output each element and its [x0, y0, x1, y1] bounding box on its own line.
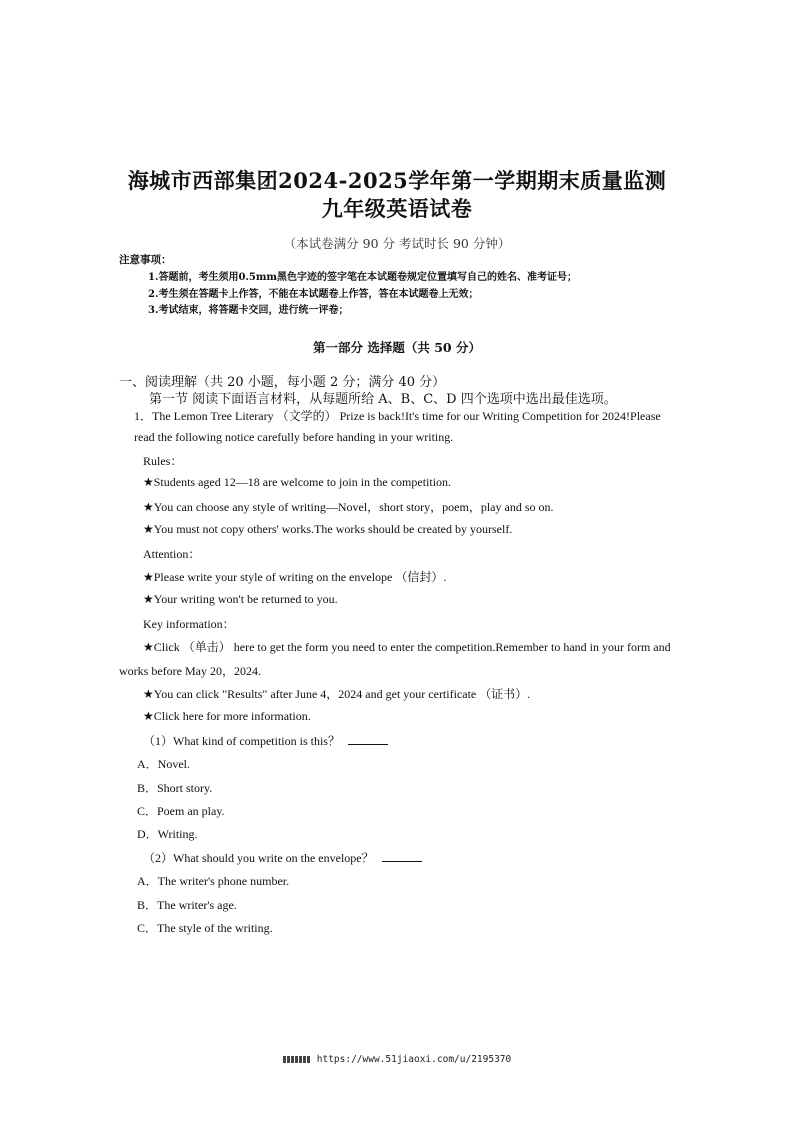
footer-url[interactable]: https://www.51jiaoxi.com/u/2195370	[316, 1054, 512, 1065]
notice-heading: 注意事项：	[119, 254, 172, 266]
option: B．Short story.	[137, 781, 213, 795]
footer	[0, 1054, 794, 1065]
rule-item: ★Students aged 12—18 are welcome to join in the competition.	[143, 475, 452, 489]
option: C．The style of the writing.	[137, 921, 273, 935]
passage-intro: read the following notice carefully before handing in your writing.	[134, 430, 454, 444]
rules-label: Rules：	[143, 454, 183, 468]
attention-item: ★Your writing won't be returned to you.	[143, 592, 338, 606]
key-info-label: Key information：	[143, 617, 235, 631]
rule-item: ★You can choose any style of writing—Novel，short story，poem，play and so on.	[143, 500, 554, 514]
question-stem-text: （1）What kind of competition is this？	[143, 734, 340, 748]
section-title: 一、阅读理解（共 20 小题，每小题 2 分；满分 40 分）	[119, 375, 446, 390]
question-stem-text: （2）What should you write on the envelope？	[143, 851, 374, 865]
notice-item: 2.考生须在答题卡上作答，不能在本试题卷上作答，答在本试题卷上无效；	[148, 289, 479, 300]
key-info-item: works before May 20，2024.	[119, 664, 261, 678]
passage-intro: 1．The Lemon Tree Literary （文学的） Prize is back!It's time for our Writing Competition for 2024!Please	[134, 409, 661, 423]
key-info-item: ★You can click "Results" after June 4，2024 and get your certificate （证书）.	[143, 687, 531, 701]
key-info-item: ★Click （单击） here to get the form you need to enter the competition.Remember to hand in your form and	[143, 640, 671, 654]
answer-blank	[382, 850, 422, 862]
option: A．Novel.	[137, 757, 190, 771]
part-title: 第一部分 选择题（共 50 分）	[313, 340, 481, 355]
notice-item: 3.考试结束，将答题卡交回，进行统一评卷；	[148, 305, 349, 316]
notice-item: 1.答题前，考生须用0.5mm黑色字迹的签字笔在本试题卷规定位置填写自己的姓名、准考证号；	[148, 272, 577, 283]
exam-info: （本试卷满分 90 分 考试时长 90 分钟）	[283, 236, 511, 251]
option: D．Writing.	[137, 827, 198, 841]
site-logo-icon	[283, 1056, 311, 1063]
option: B．The writer's age.	[137, 898, 237, 912]
question-stem	[143, 849, 422, 866]
subsection-title: 第一节 阅读下面语言材料，从每题所给 A、B、C、D 四个选项中选出最佳选项。	[149, 392, 617, 407]
rule-item: ★You must not copy others' works.The works should be created by yourself.	[143, 522, 513, 536]
exam-title: 海城市西部集团2024-2025学年第一学期期末质量监测	[127, 168, 667, 193]
attention-label: Attention：	[143, 547, 201, 561]
option: C．Poem an play.	[137, 804, 225, 818]
exam-subtitle: 九年级英语试卷	[321, 196, 473, 221]
answer-blank	[348, 733, 388, 745]
option: A．The writer's phone number.	[137, 874, 290, 888]
attention-item: ★Please write your style of writing on the envelope （信封）.	[143, 570, 447, 584]
question-stem	[143, 732, 388, 749]
key-info-item: ★Click here for more information.	[143, 709, 311, 723]
